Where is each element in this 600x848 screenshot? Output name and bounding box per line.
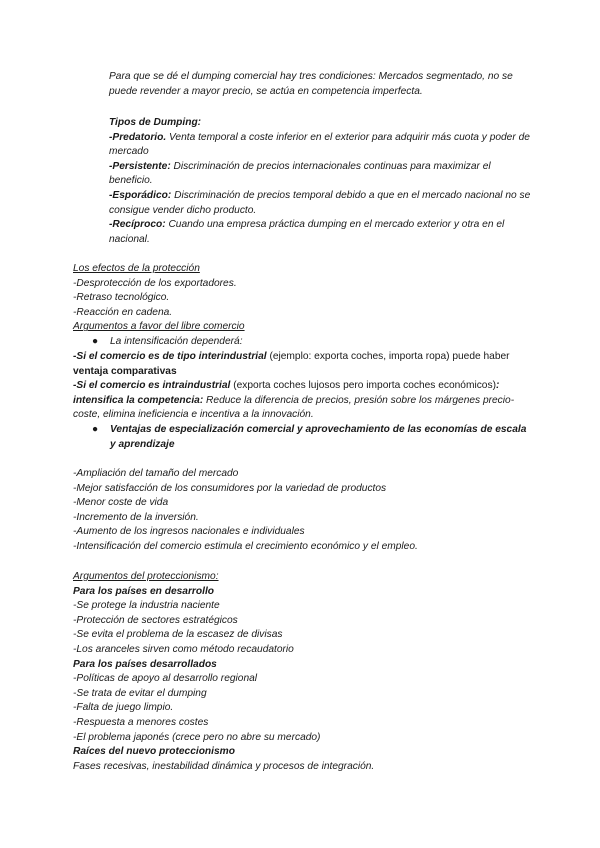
dumping-item-reciproco (109, 218, 534, 247)
list-item: -Protección de sectores estratégicos (73, 614, 238, 626)
list-item: -Reacción en cadena. (73, 306, 173, 318)
list-item: -Incremento de la inversión. (73, 511, 199, 523)
definition: Venta temporal a coste inferior en el exterior para adquirir más cuota y poder de mercado (109, 131, 530, 158)
bold-phrase: ventaja comparativas (73, 365, 177, 377)
bullet-text: Ventajas de especialización comercial y aprovechamiento de las economías de escala y aprendizaje (110, 424, 527, 450)
list-item: -Desprotección de los exportadores. (73, 277, 237, 289)
list-item: -Se protege la industria naciente (73, 600, 220, 612)
list-item: -Retraso tecnológico. (73, 292, 170, 304)
bullet-text: La intensificación dependerá: (110, 336, 243, 347)
list-item: -Intensificación del comercio estimula el crecimiento económico y el empleo. (73, 540, 418, 552)
term: -Persistente: (109, 160, 171, 172)
proteccionismo-section (73, 570, 533, 774)
bullet-dot-icon: ● (92, 424, 99, 435)
dumping-section (109, 116, 534, 247)
ventajas-list (73, 467, 533, 555)
term: -Esporádico: (109, 189, 172, 201)
comercio-types (73, 350, 533, 423)
interindustrial-paragraph (73, 350, 533, 379)
raices-heading: Raíces del nuevo proteccionismo (73, 746, 235, 758)
raices-text: Fases recesivas, inestabilidad dinámica y procesos de integración. (73, 760, 375, 772)
list-item: -Políticas de apoyo al desarrollo regional (73, 673, 258, 685)
dumping-item-esporadico (109, 189, 534, 218)
definition: (ejemplo: exporta coches, importa ropa) puede haber (266, 351, 510, 362)
term: -Predatorio. (109, 131, 167, 143)
list-item: -Los aranceles sirven como método recaudatorio (73, 643, 294, 655)
definition: Cuando una empresa práctica dumping en el mercado exterior y otra en el nacional. (109, 219, 505, 245)
dumping-heading: Tipos de Dumping: (109, 117, 202, 128)
definition: Discriminación de precios temporal debido a que en el mercado nacional no se consigue vender dicho producto. (109, 189, 531, 216)
list-item: -Aumento de los ingresos nacionales e individuales (73, 526, 305, 538)
list-item: -Se evita el problema de la escasez de divisas (73, 629, 283, 641)
efectos-heading: Los efectos de la protección (73, 263, 200, 274)
list-item: -Menor coste de vida (73, 497, 169, 509)
bullet-dot-icon: ● (92, 336, 99, 347)
list-item: -Falta de juego limpio. (73, 702, 174, 714)
definition: Discriminación de precios internacionales continuas para maximizar el beneficio. (109, 160, 491, 187)
definition: (exporta coches lujosos pero importa coches económicos) (230, 380, 496, 392)
definition-rest: Reduce la diferencia de precios, presión sobre los márgenes precio-coste, elimina ineficiencia e incentiva a la innovación. (73, 394, 515, 421)
list-item: -Se trata de evitar el dumping (73, 687, 207, 699)
bold-phrase: : intensifica la competencia: (73, 380, 500, 406)
list-item: -El problema japonés (crece pero no abre su mercado) (73, 731, 321, 743)
term: -Si el comercio es de tipo interindustrial (73, 351, 267, 362)
desarrollo-heading: Para los países en desarrollo (73, 585, 214, 597)
term: -Si el comercio es intraindustrial (73, 380, 231, 392)
intro-paragraph (109, 70, 534, 99)
efectos-section (73, 262, 533, 335)
list-item: -Mejor satisfacción de los consumidores por la variedad de productos (73, 482, 387, 494)
bullet-item (92, 423, 532, 452)
dumping-item-predatorio (109, 131, 534, 160)
dumping-item-persistente (109, 160, 534, 189)
proteccionismo-heading: Argumentos del proteccionismo: (73, 571, 219, 582)
list-item: -Respuesta a menores costes (73, 716, 209, 728)
libre-heading: Argumentos a favor del libre comercio (73, 321, 245, 333)
intraindustrial-paragraph (73, 379, 533, 423)
list-item: -Ampliación del tamaño del mercado (73, 468, 239, 479)
term: -Recíproco: (109, 219, 166, 231)
intro-text: Para que se dé el dumping comercial hay tres condiciones: Mercados segmentado, no se puede revender a mayor precio, se actúa en competencia imperfecta. (109, 71, 513, 97)
desarrollados-heading: Para los países desarrollados (73, 658, 217, 670)
